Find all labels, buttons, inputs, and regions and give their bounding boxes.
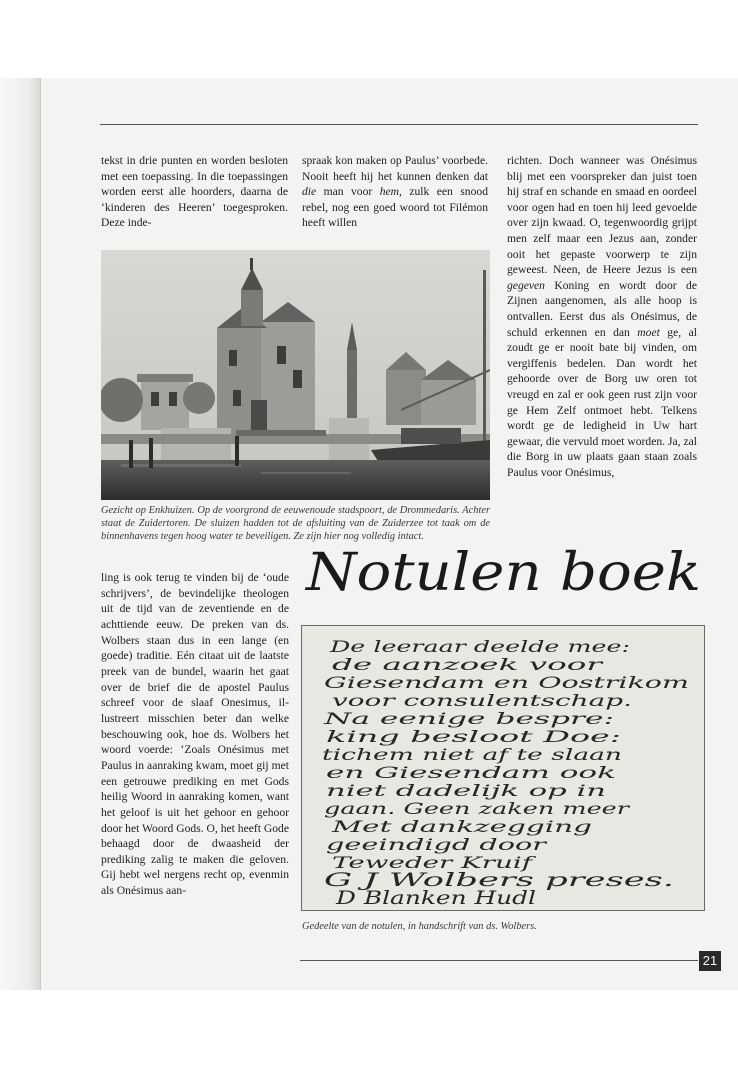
handwritten-notes-svg (302, 626, 704, 910)
handwritten-line: Teweder Kruif (332, 854, 538, 872)
handwritten-notes (301, 625, 705, 911)
column-4-text: ling is ook terug te vinden bij de ‘oude schrijvers’, de bevindelijke theologen uit de tijd van de zeventiende en de achttiende eeuw. De preken van ds. Wolbers staan dus in een lange (en goede) traditie. Eén citaat uit de laatste preek van de bundel, waarin het gaat over de brief die de apostel Paulus schreef voor de slaaf Onesimus, illustreert misschien beter dan welke beschouwing ook, hoe ds. Wolbers het woord voerde: ‘Zoals Onésimus met Paulus in aanraking kwam, moet gij met een getrouwe prediking en met Gods heilig Woord in aanraking komen, want het geloof is uit het gehoor en gehoor door het Woord Gods. O, het heeft Gode behaagd door de dwaasheid der prediking zalig te maken die geloven. Gij hebt wel nergens recht op, evenmin als Onésimus aan- (101, 571, 289, 898)
handwritten-line: geeindigd door (326, 836, 549, 854)
handwritten-line: gaan. Geen zaken meer (324, 800, 632, 818)
photo-illustration (101, 250, 490, 500)
top-rule (100, 124, 698, 125)
handwritten-line: Giesendam en Oostrikom (324, 674, 689, 692)
photo-caption: Gezicht op Enkhuizen. Op de voorgrond de eeuwenoude stadspoort, de Drommedaris. Achter staat de Zuidertoren. De sluizen hadden tot de afsluiting van de Zuiderzee tot taak om de binnenhavens tegen hoog water te beveiligen. Ze zijn hier nog volledig intact. (101, 505, 490, 543)
column-3-part-a: richten. Doch wanneer was Onésimus blij met een voorspreker dan juist toen hij straf en schande en smaad en oordeel voor ogen had en toen hij leed gevoelde over zijn kwaad. O, tegenwoordig grijpt men zelf maar een Jezus aan, zonder ooit het gepaste voorwerp te zijn geweest. Neen, de Heere Jezus is een (507, 154, 697, 277)
handwritten-line: Met dankzegging (330, 818, 593, 836)
column-2-part-a: spraak kon maken op Paulus’ voorbede. Nooit heeft hij het kunnen denken dat (302, 154, 488, 183)
column-2-part-b: man voor (316, 185, 380, 199)
column-1-text: tekst in drie punten en worden besloten met een toepassing. In die toepassingen worden eerst alle hoorders, daarna de ‘kinderen des Heeren’ toegesproken. Deze inde- (101, 154, 288, 230)
notebook-title (300, 538, 710, 608)
column-3-part-b: Koning en wordt door de Zijnen aangenomen, als alle hoop is ontvallen. Eerst dus als Onésimus, de schuld erkennen en dan (507, 278, 697, 339)
notebook-title-svg (300, 538, 710, 608)
handwritten-line: De leeraar deelde mee: (328, 638, 630, 656)
column-3-part-c: ge, al zoudt ge er nooit bate bij vinden, om vergiffenis bedelen. Dan wordt het gehoorde over de Borg uw oren tot vreugd en zal er ook geen rust zijn voor ge Hem Zelf ontmoet hebt. Telkens wordt ge de ledigheid in Uw hart gewaar, die vervuld moet worden. Ja, zal die Borg in uw plaats gaan staan zoals Paulus voor Onésimus, (507, 325, 697, 479)
handwritten-line: G J Wolbers preses. (324, 869, 674, 891)
handwritten-line: de aanzoek voor (332, 656, 606, 674)
column-2-part-c: , zulk een snood rebel, nog een goed woord tot Filémon heeft willen (302, 185, 488, 230)
handwritten-line: king besloot Doe: (326, 728, 621, 746)
notes-caption: Gedeelte van de notulen, in handschrift van ds. Wolbers. (302, 921, 537, 932)
page-number: 21 (699, 951, 721, 971)
handwritten-line: voor consulentschap. (332, 692, 632, 710)
notebook-title-text: Notulen boek (303, 543, 701, 603)
column-3-emphasis-1: gegeven (507, 278, 545, 292)
handwritten-line: D Blanken Hudl (334, 887, 536, 909)
handwritten-line: tichem niet af te slaan (322, 746, 622, 764)
column-3-emphasis-2: moet (637, 325, 660, 339)
handwritten-line: Na eenige bespre: (321, 710, 614, 728)
column-3-text (507, 153, 697, 480)
bottom-rule (300, 960, 698, 961)
handwritten-line: en Giesendam ook (326, 764, 616, 782)
column-2-emphasis-1: die (302, 185, 317, 199)
enkhuizen-photo (101, 250, 490, 500)
handwritten-line: niet dadelijk op in (326, 782, 606, 800)
column-2-text (302, 153, 488, 231)
book-gutter (0, 78, 41, 990)
column-2-emphasis-2: hem (379, 185, 400, 199)
